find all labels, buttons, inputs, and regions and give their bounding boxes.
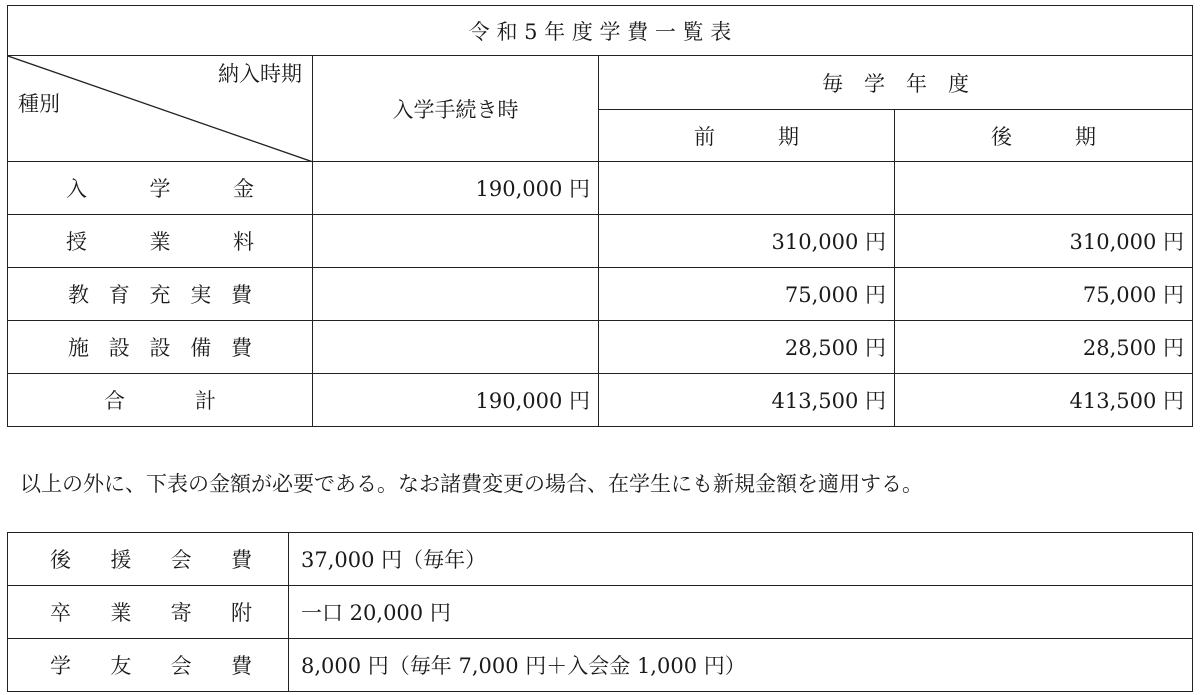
fee-category-char: 設 [149, 336, 171, 360]
fee-category-char: 業 [149, 230, 171, 254]
additional-fee-category-char: 後 [50, 548, 71, 572]
additional-fee-category [8, 533, 289, 586]
enrollment-amount: 190,000 円 [313, 162, 599, 215]
additional-fee-amount: 一口 20,000 円 [289, 586, 1193, 639]
enrollment-header: 入学手続き時 [313, 56, 599, 162]
fee-category [8, 162, 313, 215]
additional-fee-category-char: 会 [170, 654, 192, 678]
first-half-amount: 413,500 円 [599, 374, 895, 427]
additional-fee-category-char: 寄 [170, 601, 192, 625]
fee-category [8, 215, 313, 268]
table-row [8, 162, 1193, 215]
second-half-amount: 310,000 円 [895, 215, 1193, 268]
additional-fee-category-char: 学 [50, 654, 71, 678]
second-half-amount: 75,000 円 [895, 268, 1193, 321]
table-row [8, 586, 1193, 639]
fee-category-char: 費 [231, 336, 252, 360]
additional-fee-category-char: 卒 [50, 601, 71, 625]
additional-fee-amount: 37,000 円（毎年） [289, 533, 1193, 586]
fee-category [8, 374, 313, 427]
fee-category-char: 費 [231, 283, 252, 307]
first-half-amount: 75,000 円 [599, 268, 895, 321]
additional-fee-category-char: 附 [230, 601, 252, 625]
fee-category-char: 料 [233, 230, 254, 254]
table-row [8, 639, 1193, 692]
table-row [8, 321, 1193, 374]
fee-table [7, 5, 1193, 427]
enrollment-amount [313, 321, 599, 374]
table-row [8, 374, 1193, 427]
table-row [8, 268, 1193, 321]
additional-fee-category-char: 友 [110, 654, 132, 678]
second-half-amount: 28,500 円 [895, 321, 1193, 374]
table-title: 令 和 5 年 度 学 費 一 覧 表 [8, 6, 1193, 56]
note-text: 以上の外に、下表の金額が必要である。なお諸費変更の場合、在学生にも新規金額を適用する。 [20, 472, 923, 496]
first-half-amount: 310,000 円 [599, 215, 895, 268]
fee-category-char: 充 [149, 283, 171, 307]
second-half-amount [895, 162, 1193, 215]
additional-fee-category-char: 費 [230, 654, 252, 678]
enrollment-amount [313, 268, 599, 321]
fee-category [8, 321, 313, 374]
table-row [8, 215, 1193, 268]
diagonal-header-cell [8, 56, 313, 162]
second-half-amount: 413,500 円 [895, 374, 1193, 427]
fee-rows [8, 162, 1193, 427]
fee-category-char: 計 [195, 389, 216, 413]
every-year-header: 毎 学 年 度 [599, 56, 1193, 110]
additional-fee-category [8, 639, 289, 692]
fee-category-char: 学 [149, 177, 171, 201]
payment-timing-label: 納入時期 [218, 62, 302, 86]
additional-fee-rows [8, 533, 1193, 692]
additional-fee-category-char: 援 [110, 548, 132, 572]
fee-category-char: 授 [66, 230, 87, 254]
additional-fee-category-char: 会 [170, 548, 192, 572]
additional-fee-category-char: 費 [230, 548, 252, 572]
fee-category-char: 施 [68, 336, 89, 360]
fee-category-char: 入 [66, 177, 87, 201]
additional-fee-amount: 8,000 円（毎年 7,000 円＋入会金 1,000 円） [289, 639, 1193, 692]
first-half-amount [599, 162, 895, 215]
fee-category-char: 育 [108, 283, 130, 307]
fee-category-char: 実 [190, 283, 212, 307]
fee-category-char: 合 [104, 389, 125, 413]
enrollment-amount: 190,000 円 [313, 374, 599, 427]
additional-fees-table [7, 532, 1193, 692]
second-half-header: 後 期 [895, 110, 1193, 162]
fee-category-char: 備 [190, 336, 212, 360]
first-half-amount: 28,500 円 [599, 321, 895, 374]
category-label: 種別 [18, 92, 60, 116]
additional-fee-category-char: 業 [110, 601, 132, 625]
fee-category-char: 金 [233, 177, 254, 201]
table-row [8, 533, 1193, 586]
fee-category-char: 教 [68, 283, 89, 307]
additional-fee-category [8, 586, 289, 639]
fee-category [8, 268, 313, 321]
first-half-header: 前 期 [599, 110, 895, 162]
fee-category-char: 設 [108, 336, 130, 360]
enrollment-amount [313, 215, 599, 268]
